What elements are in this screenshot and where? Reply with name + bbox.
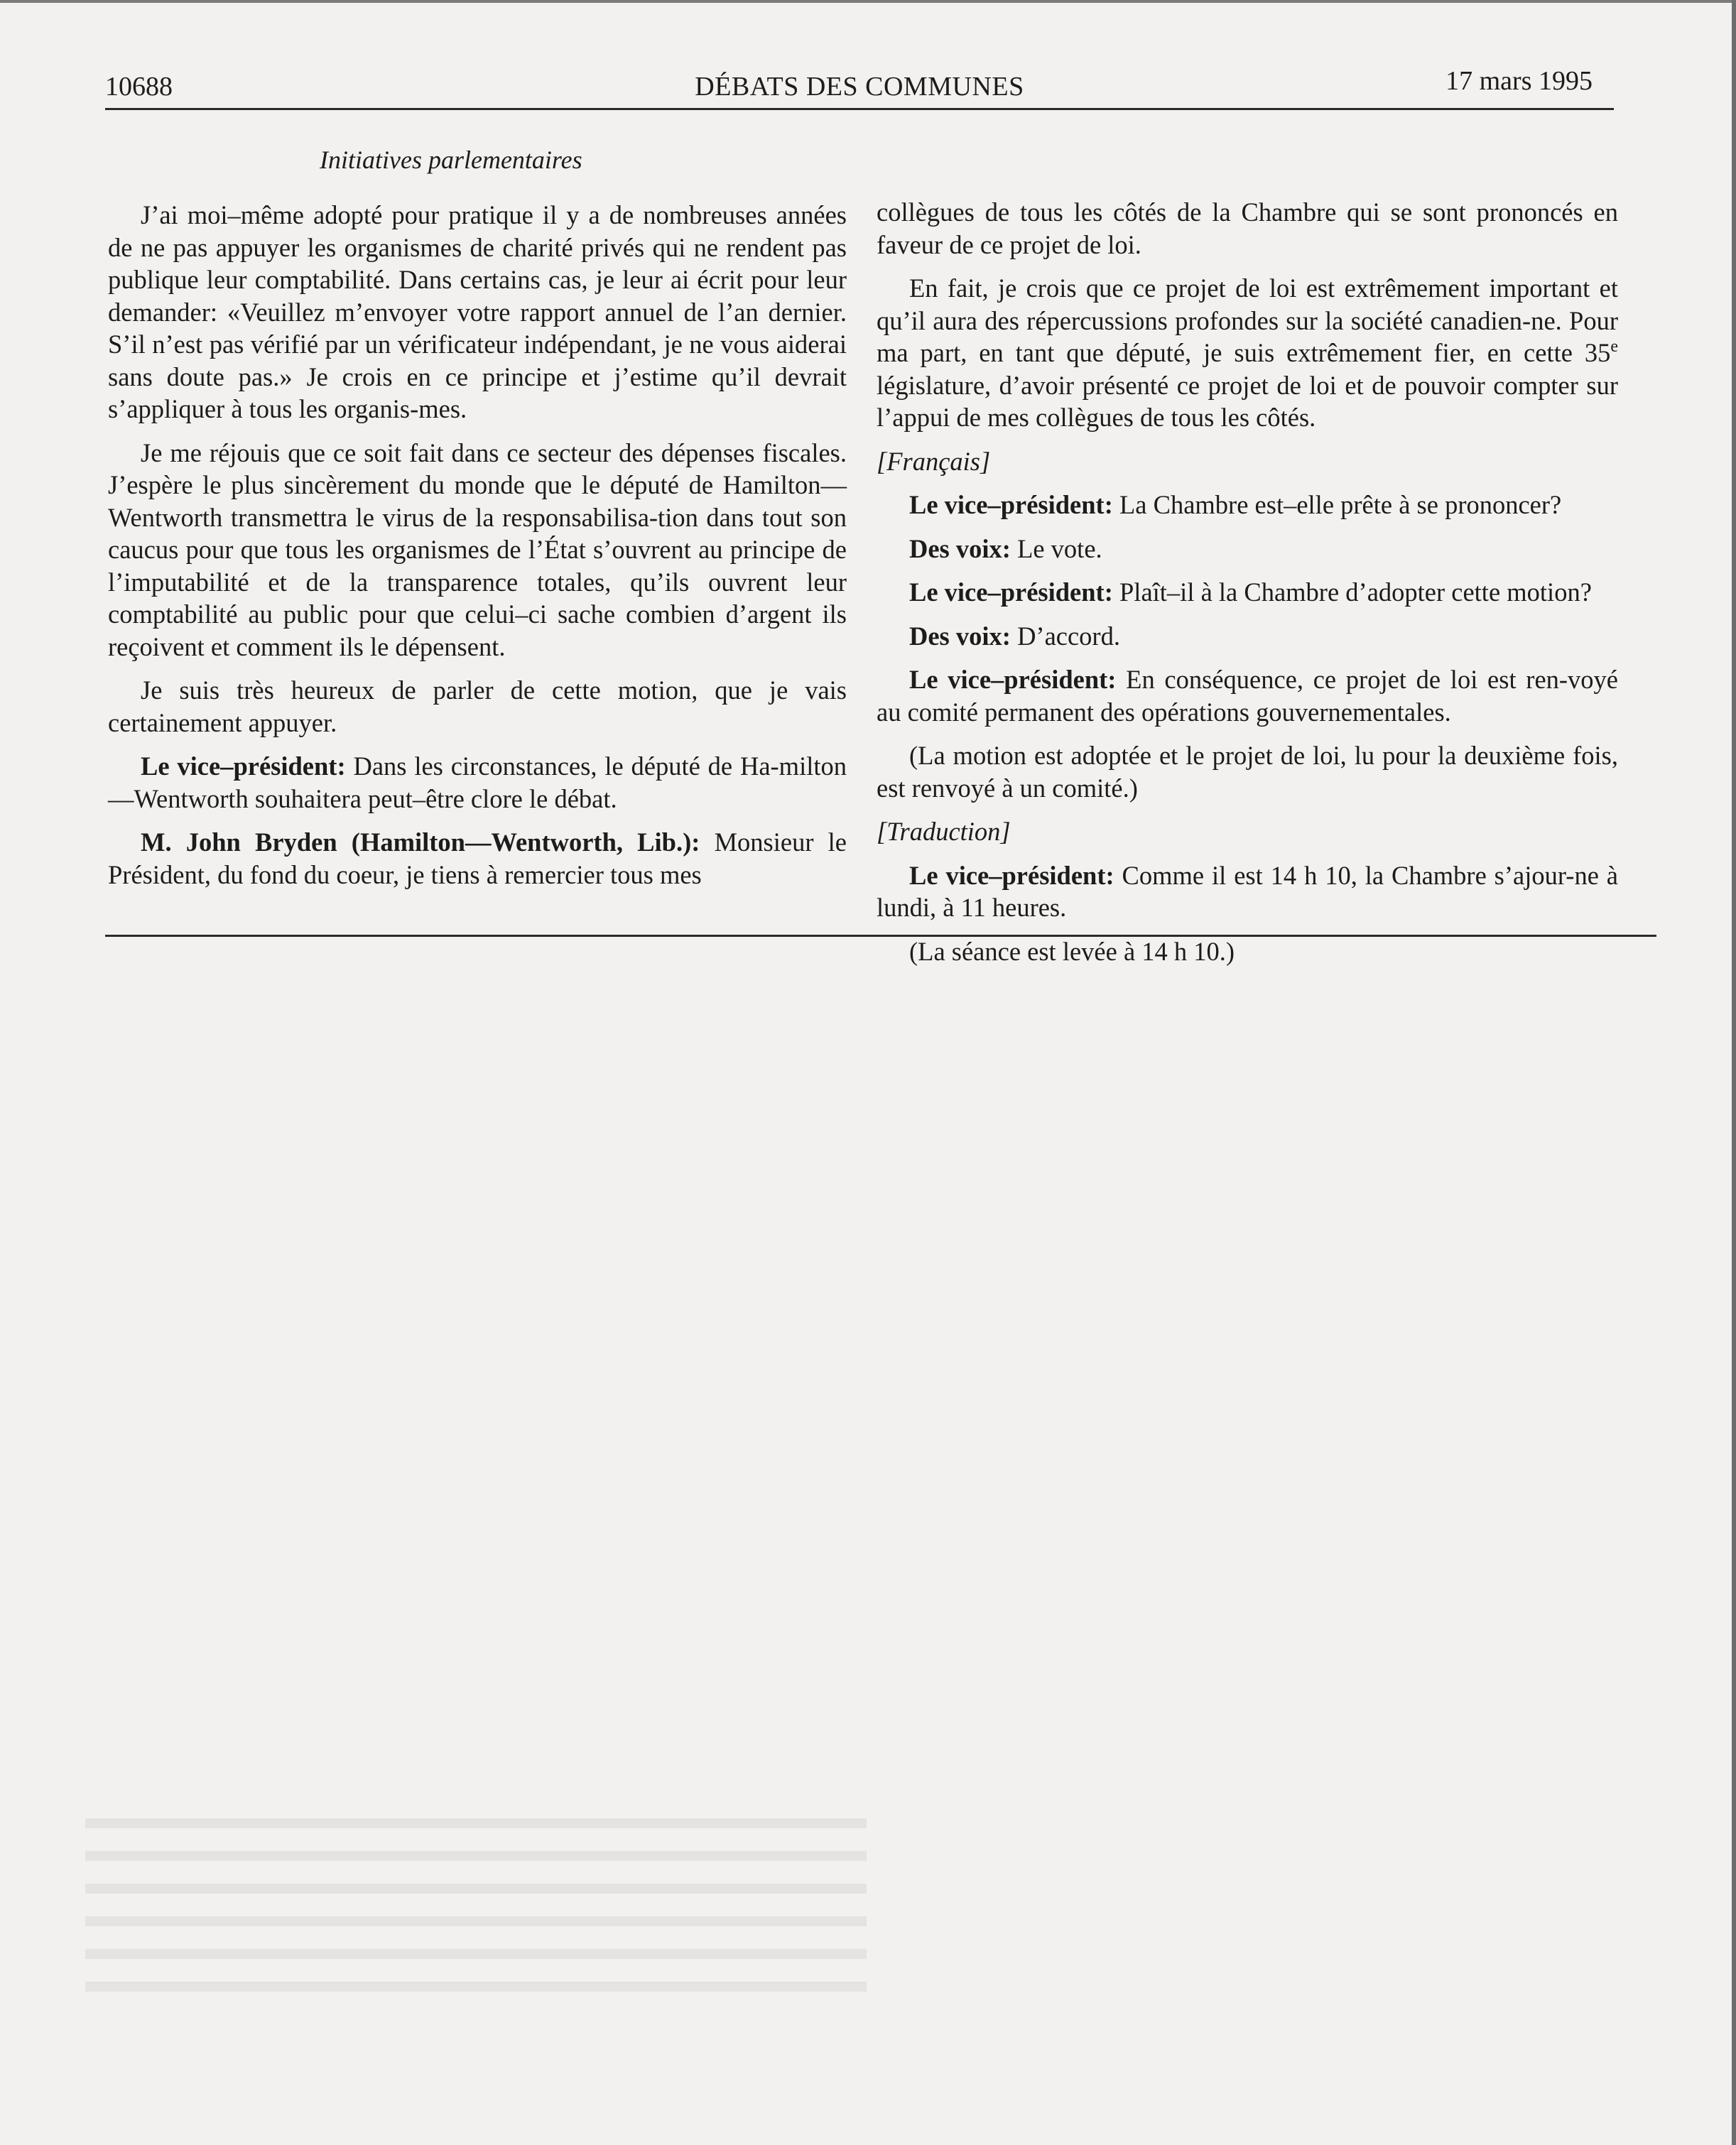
speaker-name: Des voix:	[909, 533, 1011, 563]
speech-paragraph	[877, 533, 1618, 565]
speech-text: En conséquence, ce projet de loi est ren-voyé au comité permanent des opérations gouvernementales.	[877, 665, 1618, 727]
speech-paragraph	[108, 826, 847, 891]
speaker-name: M. John Bryden (Hamilton—Wentworth, Lib.):	[141, 827, 700, 857]
paragraph-text: législature, d’avoir présenté ce projet de loi et de pouvoir compter sur l’appui de mes collègues de tous les côtés.	[877, 370, 1618, 432]
speaker-name: Le vice–président:	[909, 490, 1113, 519]
end-rule	[105, 935, 1656, 937]
speech-paragraph	[108, 750, 847, 815]
issue-date: 17 mars 1995	[1445, 66, 1593, 96]
speaker-name: Des voix:	[909, 621, 1011, 651]
speech-paragraph	[877, 663, 1618, 728]
page-header	[105, 65, 1614, 112]
speech-text: Dans les circonstances, le député de Ha-milton—Wentworth souhaitera peut–être clore le débat.	[108, 751, 847, 813]
scan-bleed-through	[85, 1818, 867, 2046]
ordinal-superscript: e	[1610, 337, 1618, 356]
paragraph: J’ai moi–même adopté pour pratique il y a de nombreuses années de ne pas appuyer les organismes de charité privés qui ne rendent pas publique leur comptabilité. Dans certains cas, je leur ai écrit pour leur demander: «Veuillez m’envoyer votre rapport annuel de l’an dernier. S’il n’est pas vérifié par un vérificateur indépendant, je ne vous aiderai sans doute pas.» Je crois en ce principe et j’estime qu’il devrait s’appliquer à tous les organis-mes.	[108, 200, 847, 423]
speech-paragraph	[877, 576, 1618, 609]
right-column	[877, 196, 1618, 979]
speech-text: Le vote.	[1010, 533, 1102, 563]
speech-text: Plaît–il à la Chambre d’adopter cette motion?	[1112, 577, 1592, 607]
speech-text: Comme il est 14 h 10, la Chambre s’ajour-ne à lundi, à 11 heures.	[877, 860, 1619, 922]
paragraph: Je suis très heureux de parler de cette motion, que je vais certainement appuyer.	[108, 675, 847, 737]
left-column	[108, 199, 847, 902]
speaker-name: Le vice–président:	[909, 665, 1117, 694]
speech-text: D’accord.	[1010, 621, 1120, 651]
speech-text: La Chambre est–elle prête à se prononcer?	[1112, 490, 1562, 519]
language-tag: [Français]	[877, 446, 991, 476]
header-rule	[105, 108, 1614, 110]
paragraph: collègues de tous les côtés de la Chambre qui se sont prononcés en faveur de ce projet de loi.	[877, 197, 1618, 259]
scan-edge-top	[0, 0, 1736, 3]
speech-paragraph	[877, 489, 1618, 521]
speaker-name: Le vice–président:	[909, 860, 1114, 890]
paragraph	[877, 272, 1618, 434]
speech-paragraph	[877, 859, 1618, 924]
language-tag: [Traduction]	[877, 817, 1011, 846]
page-number: 10688	[105, 72, 173, 102]
procedural-note: (La séance est levée à 14 h 10.)	[909, 936, 1235, 966]
procedural-note: (La motion est adoptée et le projet de loi, lu pour la deuxième fois, est renvoyé à un comité.)	[877, 741, 1618, 803]
journal-title: DÉBATS DES COMMUNES	[695, 72, 1024, 102]
speech-paragraph	[877, 620, 1618, 653]
speaker-name: Le vice–président:	[141, 751, 346, 781]
scan-edge-right	[1732, 0, 1736, 2145]
section-title: Initiatives parlementaires	[320, 146, 582, 174]
paragraph-text: En fait, je crois que ce projet de loi est extrêmement important et qu’il aura des répercussions profondes sur la société canadien-ne. Pour ma part, en tant que député, je suis extrêmement fier, en cette 35	[877, 273, 1618, 367]
paragraph: Je me réjouis que ce soit fait dans ce secteur des dépenses fiscales. J’espère le plus sincèrement du monde que le député de Hamilton—Wentworth transmettra le virus de la responsabilisa-tion dans tout son caucus pour que tous les organismes de l’État s’ouvrent au principe de l’imputabilité et de la transparence totales, qu’ils ouvrent leur comptabilité au public pour que celui–ci sache combien d’argent ils reçoivent et comment ils le dépensent.	[108, 438, 847, 661]
speaker-name: Le vice–président:	[909, 577, 1113, 607]
speech-text: Monsieur le Président, du fond du coeur, je tiens à remercier tous mes	[108, 827, 847, 889]
